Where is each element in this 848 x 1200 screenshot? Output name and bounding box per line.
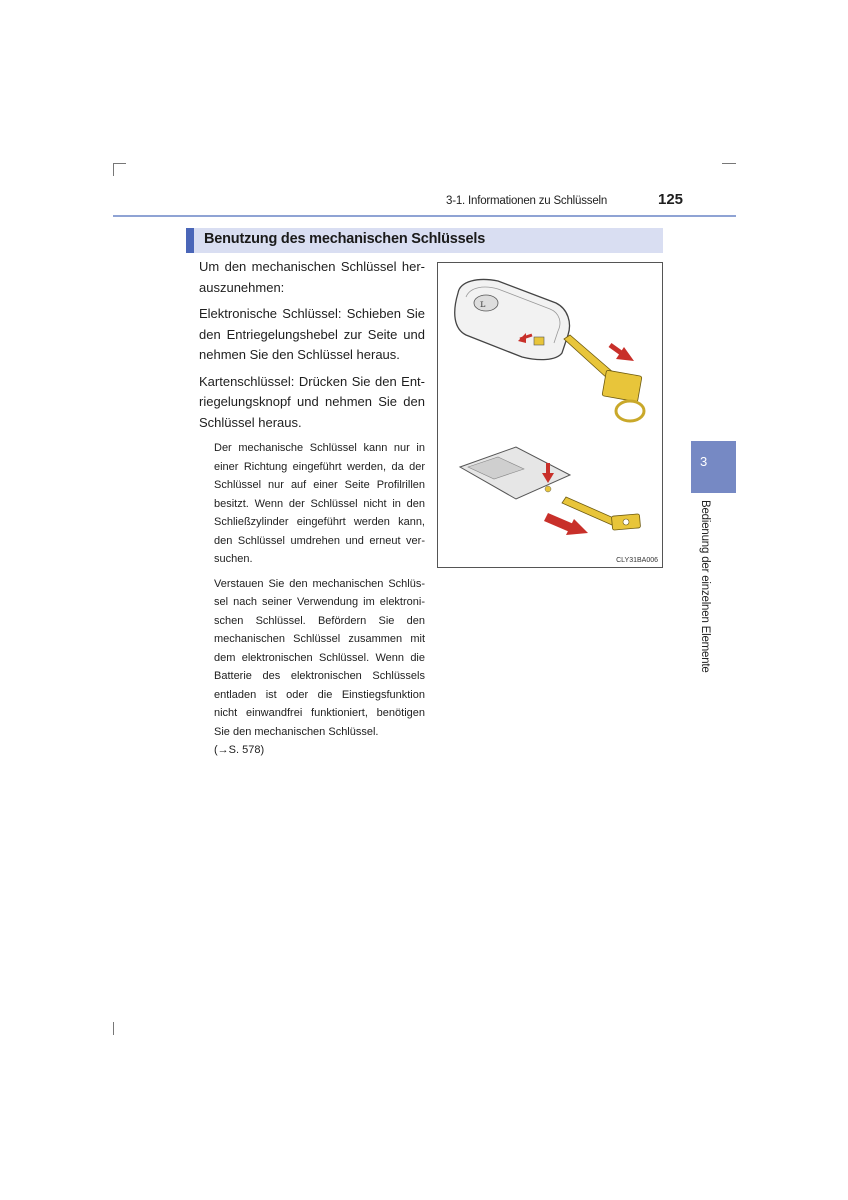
key-illustration [437,262,663,568]
section-heading-bar [186,228,663,253]
svg-text:ʟ: ʟ [480,299,486,310]
slide-direction-arrow-top [610,345,634,361]
card-key-instruction: Kartenschlüssel: Drücken Sie den Ent-riegelungsknopf und nehmen Sie den Schlüssel heraus. [199,373,425,430]
insertion-direction-note: Der mechanische Schlüssel kann nur in einer Richtung eingeführt werden, da der Schlüssel nur auf einer Seite Profilrillen besitzt. Wenn der Schlüssel nicht in den Schließzylinder eingeführt werden kann, den Schlüssel umdrehen und erneut ver-suchen. [214,442,425,565]
crop-mark-top-right-h [722,163,736,164]
chapter-title: 3-1. Informationen zu Schlüsseln [446,195,608,207]
crop-mark-top-left-h [113,163,126,164]
chapter-tab-number: 3 [700,454,708,469]
chapter-tab-label: Bedienung der einzelnen Elemente [699,500,711,673]
electronic-key-instruction: Elektronische Schlüssel: Schieben Sie den Entriegelungshebel zur Seite und nehmen Sie den Schlüssel heraus. [199,306,425,362]
intro-paragraph: Um den mechanischen Schlüssel her-auszunehmen: [199,259,425,295]
page-reference-link[interactable]: (→S. 578) [214,744,265,756]
pull-direction-arrow-card [544,513,588,535]
crop-mark-top-left-v [113,163,114,176]
body-text-column [199,257,425,759]
crop-mark-bottom-left-v [113,1022,114,1035]
storage-note: Verstauen Sie den mechanischen Schlüs-sel nach seiner Verwendung im elektroni-schen Schlüssel. Befördern Sie den mechanischen Schlüssel zusammen mit dem elektronischen Schlüssel. Wenn die Batterie des elektronischen Schlüssels entladen ist oder die Einstiegsfunktion nicht einwandfrei funktioniert, benötigen Sie den mechanischen Schlüssel. [214,577,425,738]
key-illustration-drawing [438,263,662,567]
section-title: Benutzung des mechanischen Schlüssels [204,231,486,247]
page-number: 125 [658,191,684,208]
mechanical-key-top-icon [564,335,644,421]
header-rule [113,215,736,217]
chapter-tab [691,441,736,493]
electronic-key-fob-icon [455,280,570,360]
figure-code: CLY31BA006 [616,557,658,564]
